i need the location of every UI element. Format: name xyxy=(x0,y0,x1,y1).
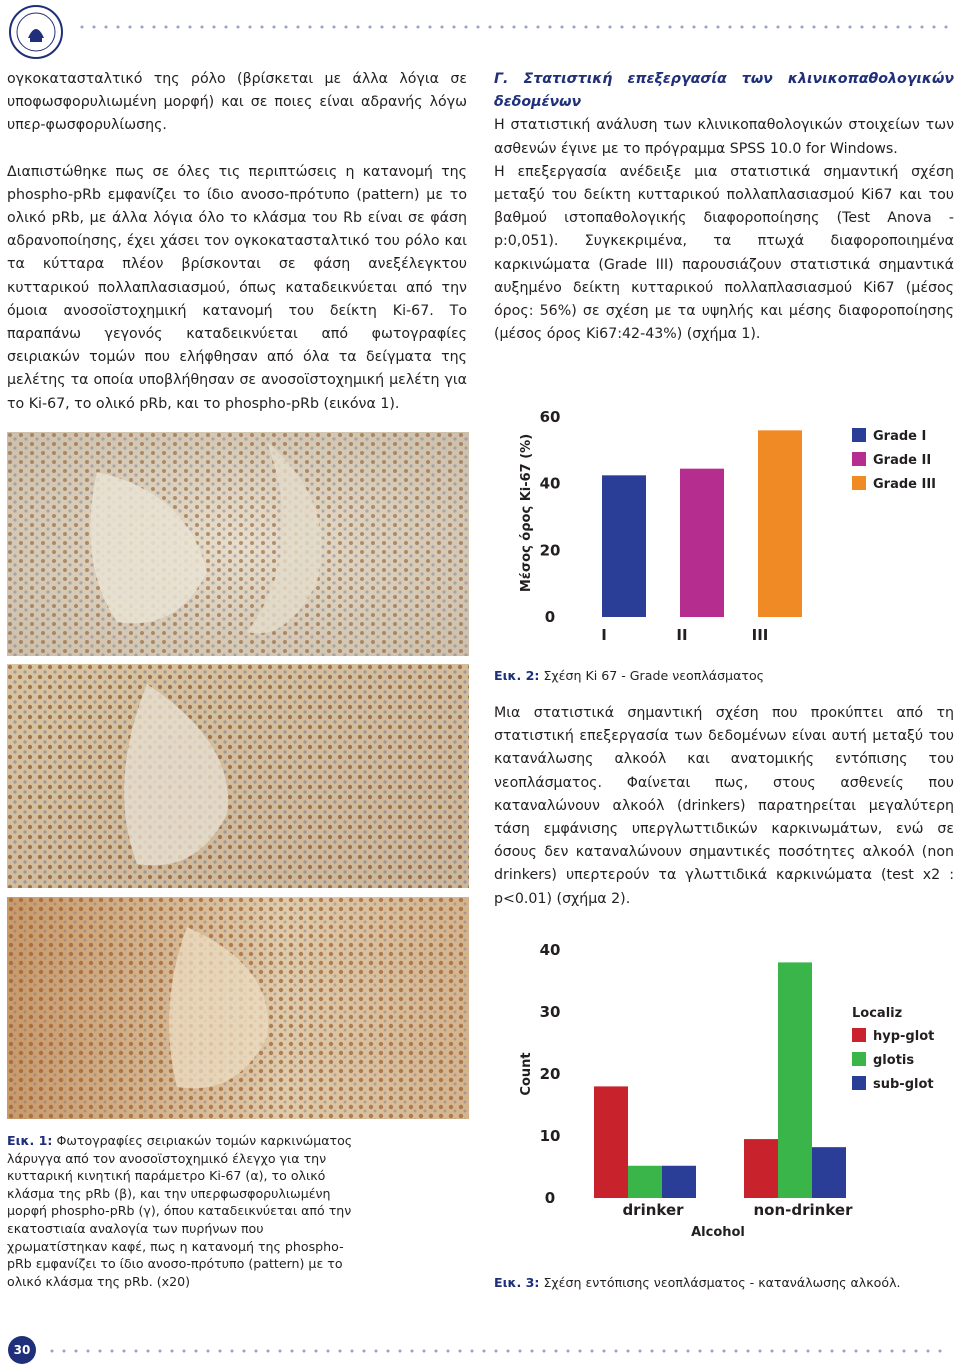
left-paragraph-1: ογκοκατασταλτικό της ρόλο (βρίσκεται με άλλα λόγια σε υποφωσφορυλιωμένη μορφή) και σε ποιες είναι αδρανής λόγω υπερ-φωσφορυλίωσης. xyxy=(7,71,467,134)
legend-swatch-2 xyxy=(852,1076,866,1090)
legend-swatch-1 xyxy=(852,1052,866,1066)
society-seal-icon xyxy=(8,4,64,60)
x-tick-label-0: drinker xyxy=(622,1201,684,1219)
legend-label-2: sub-glot xyxy=(873,1077,934,1092)
x-tick-label-2: III xyxy=(751,626,769,644)
right-paragraph-1: Η στατιστική ανάλυση των κλινικοπαθολογικών στοιχείων των ασθενών έγινε με το πρόγραμμα SPSS 10.0 for Windows. xyxy=(494,117,954,157)
y-tick-label-2: 20 xyxy=(539,1065,561,1083)
society-logo xyxy=(8,4,64,60)
page-number: 30 xyxy=(8,1336,36,1364)
y-tick-label-1: 20 xyxy=(539,541,561,560)
y-axis-label: Count xyxy=(519,1052,534,1096)
bar-grade-3 xyxy=(758,430,802,617)
legend-swatch-0 xyxy=(852,1028,866,1042)
figure-1-text: Φωτογραφίες σειριακών τομών καρκινώματος λάρυγγα από τον ανοσοϊστοχημικό έλεγχο για την κυτταρική κινητική παράμετρο Ki-67 (α), το ολικό κλάσμα της pRb (β), και την υπερφωσφορυλιωμένη μορφή phospho-pRb (γ), όπου καταδεικνύεται από την εκατοστιαία αναλογία των πυρήνων που χρωματίστηκαν καφέ, πως η κατανομή της phospho-pRb εμφανίζει το ίδιο ανοσο-πρότυπο (pattern) με το ολικό κλάσμα της pRb. (x20) xyxy=(7,1133,353,1289)
y-axis-label: Μέσος όρος Ki-67 (%) xyxy=(519,433,534,593)
bar-drinker-hyp-glot xyxy=(594,1086,628,1198)
legend-title: Localiz xyxy=(852,1006,903,1021)
bar-non-drinker-glotis xyxy=(778,962,812,1198)
figure-1-caption xyxy=(7,1132,367,1290)
bar-grade-1 xyxy=(602,475,646,617)
header-dot-rule xyxy=(76,24,948,30)
y-tick-label-3: 30 xyxy=(539,1003,561,1021)
x-tick-label-0: I xyxy=(601,626,607,644)
micrograph-a xyxy=(7,432,469,656)
y-tick-label-3: 60 xyxy=(539,408,561,426)
y-tick-label-4: 40 xyxy=(539,941,561,959)
bar-non-drinker-hyp-glot xyxy=(744,1139,778,1198)
chart-localization-alcohol xyxy=(494,918,960,1248)
legend-label-1: glotis xyxy=(873,1053,915,1068)
legend-label-2: Grade III xyxy=(873,477,937,492)
right-column xyxy=(494,68,954,346)
footer-dot-rule xyxy=(46,1348,948,1354)
chart-ki67-grade-svg xyxy=(494,395,960,657)
chart-localization-alcohol-svg xyxy=(494,918,960,1248)
y-tick-label-1: 10 xyxy=(539,1127,561,1145)
micrograph-a-image xyxy=(7,432,469,656)
left-paragraph-2: Διαπιστώθηκε πως σε όλες τις περιπτώσεις η κατανομή της phospho-pRb εμφανίζει το ίδιο ανοσο-πρότυπο (pattern) με το ολικό pRb, με άλλα λόγια όλο το κλάσμα του Rb είναι σε φάση αδρανοποίησης, έχει χάσει τον ογκοκατασταλτικό του ρόλο και τα κύτταρα πλέον βρίσκονται σε φάση ανεξέλεγκτου κυτταρικού πολλαπλασιασμού, όπως καταδεικνύεται από την όμοια ανοσοϊστοχημική κατανομή του δείκτη Ki-67. Το παραπάνω γεγονός καταδεικνύεται από φωτογραφίες σειριακών τομών που ελήφθησαν από όλα τα δείγματα της μελέτης τα οποία υποβλήθησαν σε ανοσοϊστοχημική μελέτη για το Ki-67, το ολικό pRb, και το phospho-pRb (εικόνα 1). xyxy=(7,163,467,412)
right-column-lower xyxy=(494,702,954,911)
micrograph-c-image xyxy=(7,897,469,1119)
figure-3-text: Σχέση εντόπισης νεοπλάσματος - κατανάλωσης αλκοόλ. xyxy=(543,1275,901,1290)
legend-swatch-2 xyxy=(852,476,866,490)
figure-3-label: Εικ. 3: xyxy=(494,1275,540,1290)
micrograph-c xyxy=(7,897,469,1119)
y-tick-label-2: 40 xyxy=(539,474,561,493)
legend-label-1: Grade II xyxy=(873,453,932,468)
legend-swatch-0 xyxy=(852,428,866,442)
x-tick-label-1: II xyxy=(676,626,688,644)
legend-label-0: Grade I xyxy=(873,429,927,444)
figure-1-label: Εικ. 1: xyxy=(7,1133,53,1148)
right-paragraph-2: Η επεξεργασία ανέδειξε μια στατιστικά σημαντική σχέση μεταξύ του δείκτη κυτταρικού πολλαπλασιασμού Ki67 και του βαθμού ιστοπαθολογικής διαφοροποίησης (Test Anova - p:0,051). Συγκεκριμένα, τα πτωχά διαφοροποιημένα καρκινώματα (Grade III) παρουσιάζουν στατιστικά σημαντικά αυξημένο δείκτη κυτταρικού πολλαπλασιασμού Ki67 (μέσος όρος: 56%) σε σχέση με τα υψηλής και μέσης διαφοροποίησης (μέσος όρος Ki67:42-43%) (σχήμα 1). xyxy=(494,163,954,343)
right-paragraph-3: Μια στατιστικά σημαντική σχέση που προκύπτει από τη στατιστική επεξεργασία των δεδομένων είναι αυτή μεταξύ του κατανάλωσης αλκοόλ και ανατομικής εντόπισης του νεοπλάσματος. Φαίνεται πως, στους ασθενείς που καταναλώνουν αλκοόλ (drinkers) παρατηρείται μεγαλύτερη τάση εμφάνισης υπεργλωττιδικών καρκινωμάτων, ενώ σε όσους δεν καταναλώνουν σημαντικές ποσότητες αλκοόλ (non drinkers) υπερτερούν τα γλωττιδικά καρκινώματα (test x2 : p<0.01) (σχήμα 2). xyxy=(494,705,954,907)
section-heading-g: Γ. Στατιστική επεξεργασία των κλινικοπαθολογικών δεδομένων xyxy=(494,71,954,111)
micrograph-b-image xyxy=(7,664,469,888)
figure-3-caption xyxy=(494,1274,954,1292)
left-column xyxy=(7,68,467,416)
x-tick-label-1: non-drinker xyxy=(753,1201,853,1219)
figure-2-text: Σχέση Ki 67 - Grade νεοπλάσματος xyxy=(543,668,765,683)
x-axis-label: Alcohol xyxy=(691,1225,745,1240)
figure-2-caption xyxy=(494,667,954,685)
bar-drinker-glotis xyxy=(628,1166,662,1198)
bar-grade-2 xyxy=(680,469,724,617)
legend-swatch-1 xyxy=(852,452,866,466)
legend-label-0: hyp-glot xyxy=(873,1029,935,1044)
bar-non-drinker-sub-glot xyxy=(812,1147,846,1198)
bar-drinker-sub-glot xyxy=(662,1166,696,1198)
figure-2-label: Εικ. 2: xyxy=(494,668,540,683)
chart-ki67-grade xyxy=(494,395,960,657)
y-tick-label-0: 0 xyxy=(544,1189,556,1207)
y-tick-label-0: 0 xyxy=(544,608,556,626)
micrograph-b xyxy=(7,664,469,888)
